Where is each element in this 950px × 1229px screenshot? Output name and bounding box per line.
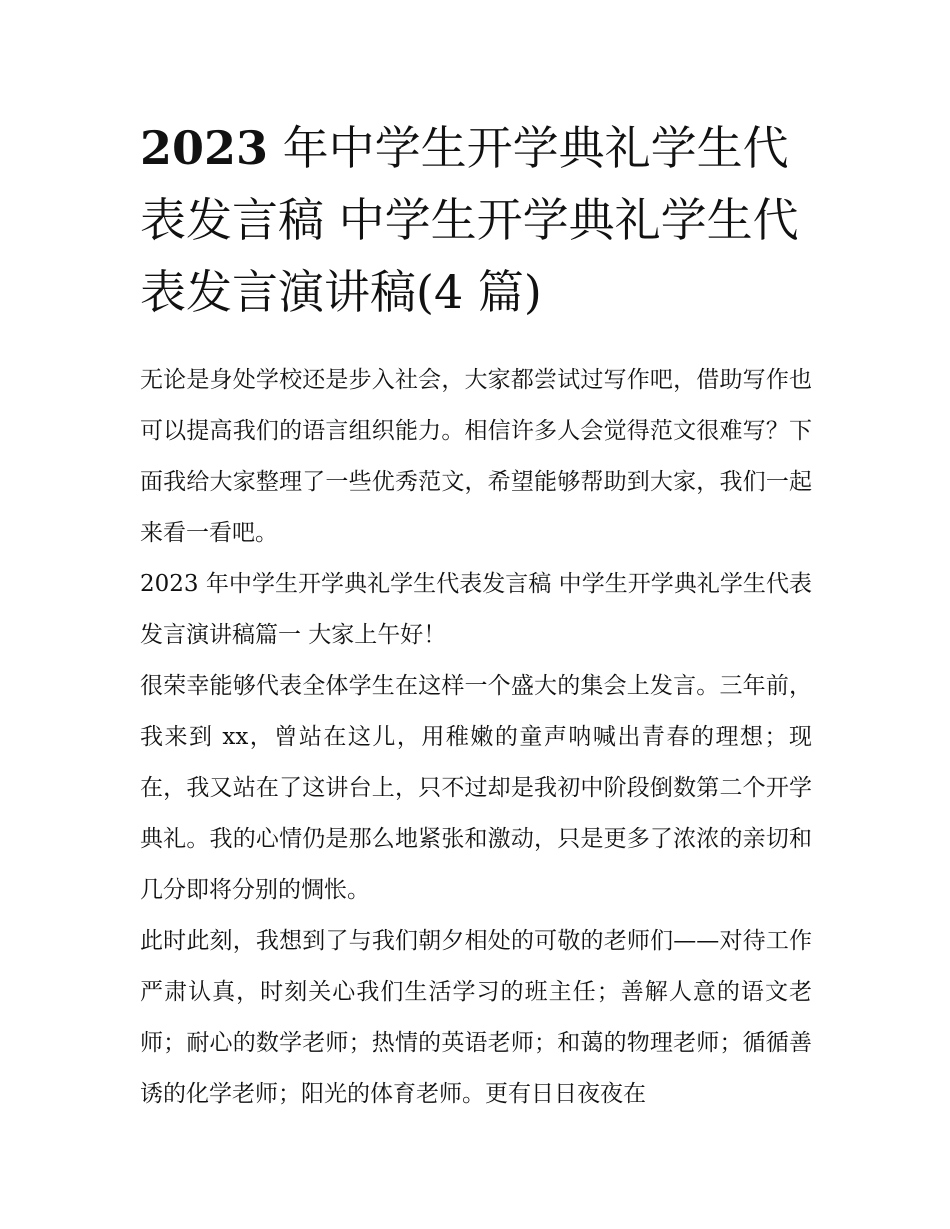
title-year: 2023 xyxy=(140,121,269,175)
document-title xyxy=(140,112,810,328)
intro-paragraph: 无论是身处学校还是步入社会，大家都尝试过写作吧，借助写作也可以提高我们的语言组织能力。相信许多人会觉得范文很难写？下面我给大家整理了一些优秀范文，希望能够帮助到大家，我们一起来看一看吧。 xyxy=(140,367,812,546)
document-body xyxy=(140,355,812,1120)
body-paragraph: 此时此刻，我想到了与我们朝夕相处的可敬的老师们——对待工作严肃认真，时刻关心我们生活学习的班主任；善解人意的语文老师；耐心的数学老师；热情的英语老师；和蔼的物理老师；循循善诱的化学老师；阳光的体育老师。更有日日夜夜在 xyxy=(140,928,812,1107)
title-text: 年中学生开学典礼学生代表发言稿 中学生开学典礼学生代表发言演讲稿(4 篇) xyxy=(140,121,799,319)
section-heading-paragraph: 2023 年中学生开学典礼学生代表发言稿 中学生开学典礼学生代表发言演讲稿篇一 大家上午好！ xyxy=(140,571,812,648)
body-paragraph: 很荣幸能够代表全体学生在这样一个盛大的集会上发言。三年前，我来到 xx，曾站在这儿，用稚嫩的童声呐喊出青春的理想；现在，我又站在了这讲台上，只不过却是我初中阶段倒数第二个开学典礼。我的心情仍是那么地紧张和激动，只是更多了浓浓的亲切和几分即将分别的惆怅。 xyxy=(140,673,812,903)
